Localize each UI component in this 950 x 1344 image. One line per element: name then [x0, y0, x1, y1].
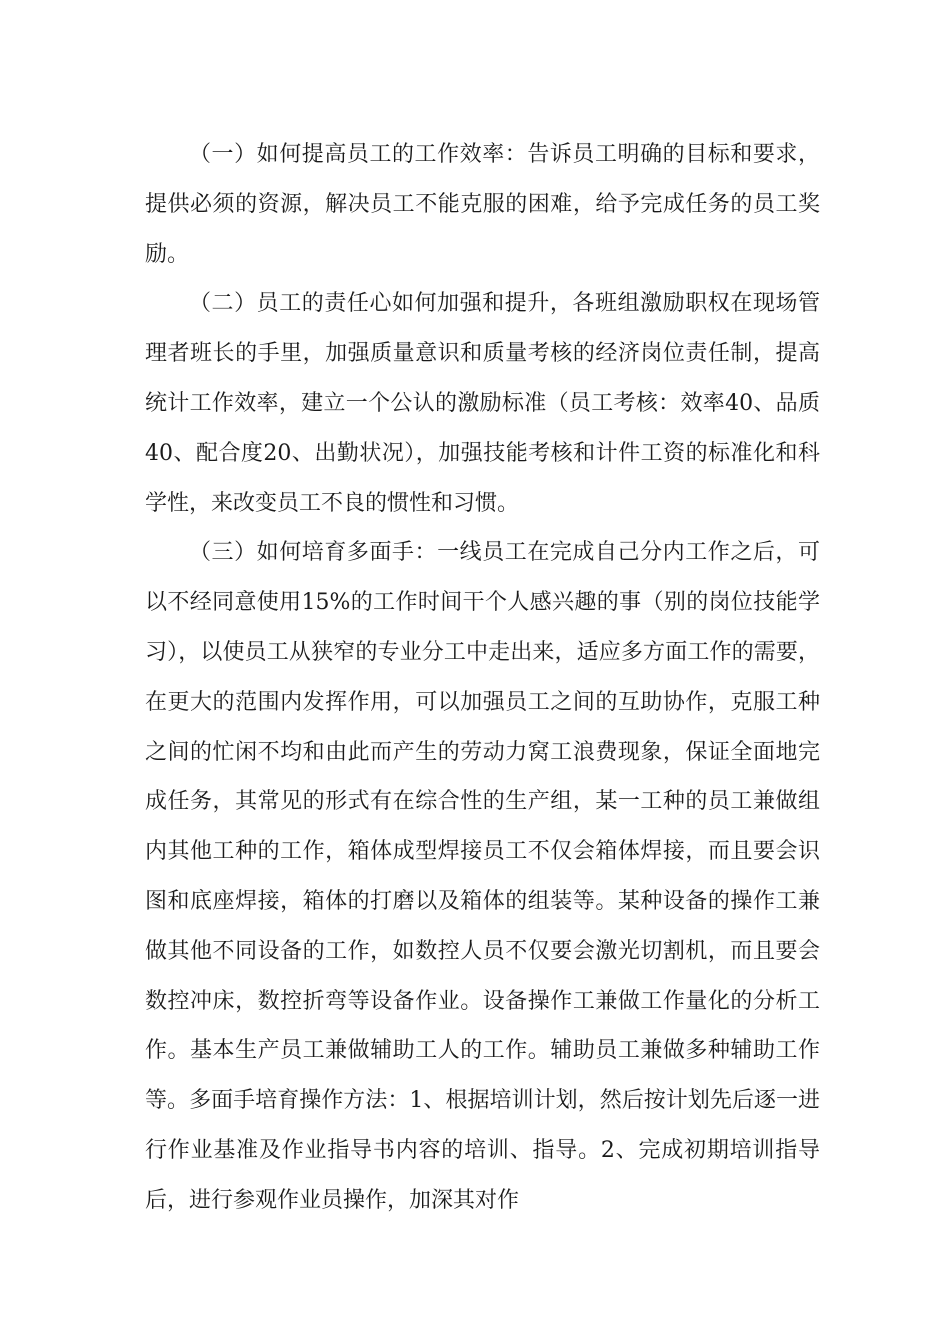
paragraph-efficiency: （一）如何提高员工的工作效率：告诉员工明确的目标和要求，提供必须的资源，解决员工不能克服的困难，给予完成任务的员工奖励。 — [145, 142, 820, 267]
paragraph-responsibility: （二）员工的责任心如何加强和提升，各班组激励职权在现场管理者班长的手里，加强质量意识和质量考核的经济岗位责任制，提高统计工作效率，建立一个公认的激励标准（员工考核：效率40、品质40、配合度20、出勤状况），加强技能考核和计件工资的标准化和科学性，来改变员工不良的惯性和习惯。 — [145, 291, 820, 516]
paragraph-multiskill: （三）如何培育多面手：一线员工在完成自己分内工作之后，可以不经同意使用15%的工作时间干个人感兴趣的事（别的岗位技能学习），以使员工从狭窄的专业分工中走出来，适应多方面工作的需要，在更大的范围内发挥作用，可以加强员工之间的互助协作，克服工种之间的忙闲不均和由此而产生的劳动力窝工浪费现象，保证全面地完成任务，其常见的形式有在综合性的生产组，某一工种的员工兼做组内其他工种的工作，箱体成型焊接员工不仅会箱体焊接，而且要会识图和底座焊接，箱体的打磨以及箱体的组装等。某种设备的操作工兼做其他不同设备的工作，如数控人员不仅要会激光切割机，而且要会数控冲床，数控折弯等设备作业。设备操作工兼做工作量化的分析工作。基本生产员工兼做辅助工人的工作。辅助员工兼做多种辅助工作等。多面手培育操作方法：1、根据培训计划，然后按计划先后逐一进行作业基准及作业指导书内容的培训、指导。2、完成初期培训指导后，进行参观作业员操作，加深其对作 — [145, 540, 820, 1213]
document-page — [145, 130, 820, 1226]
